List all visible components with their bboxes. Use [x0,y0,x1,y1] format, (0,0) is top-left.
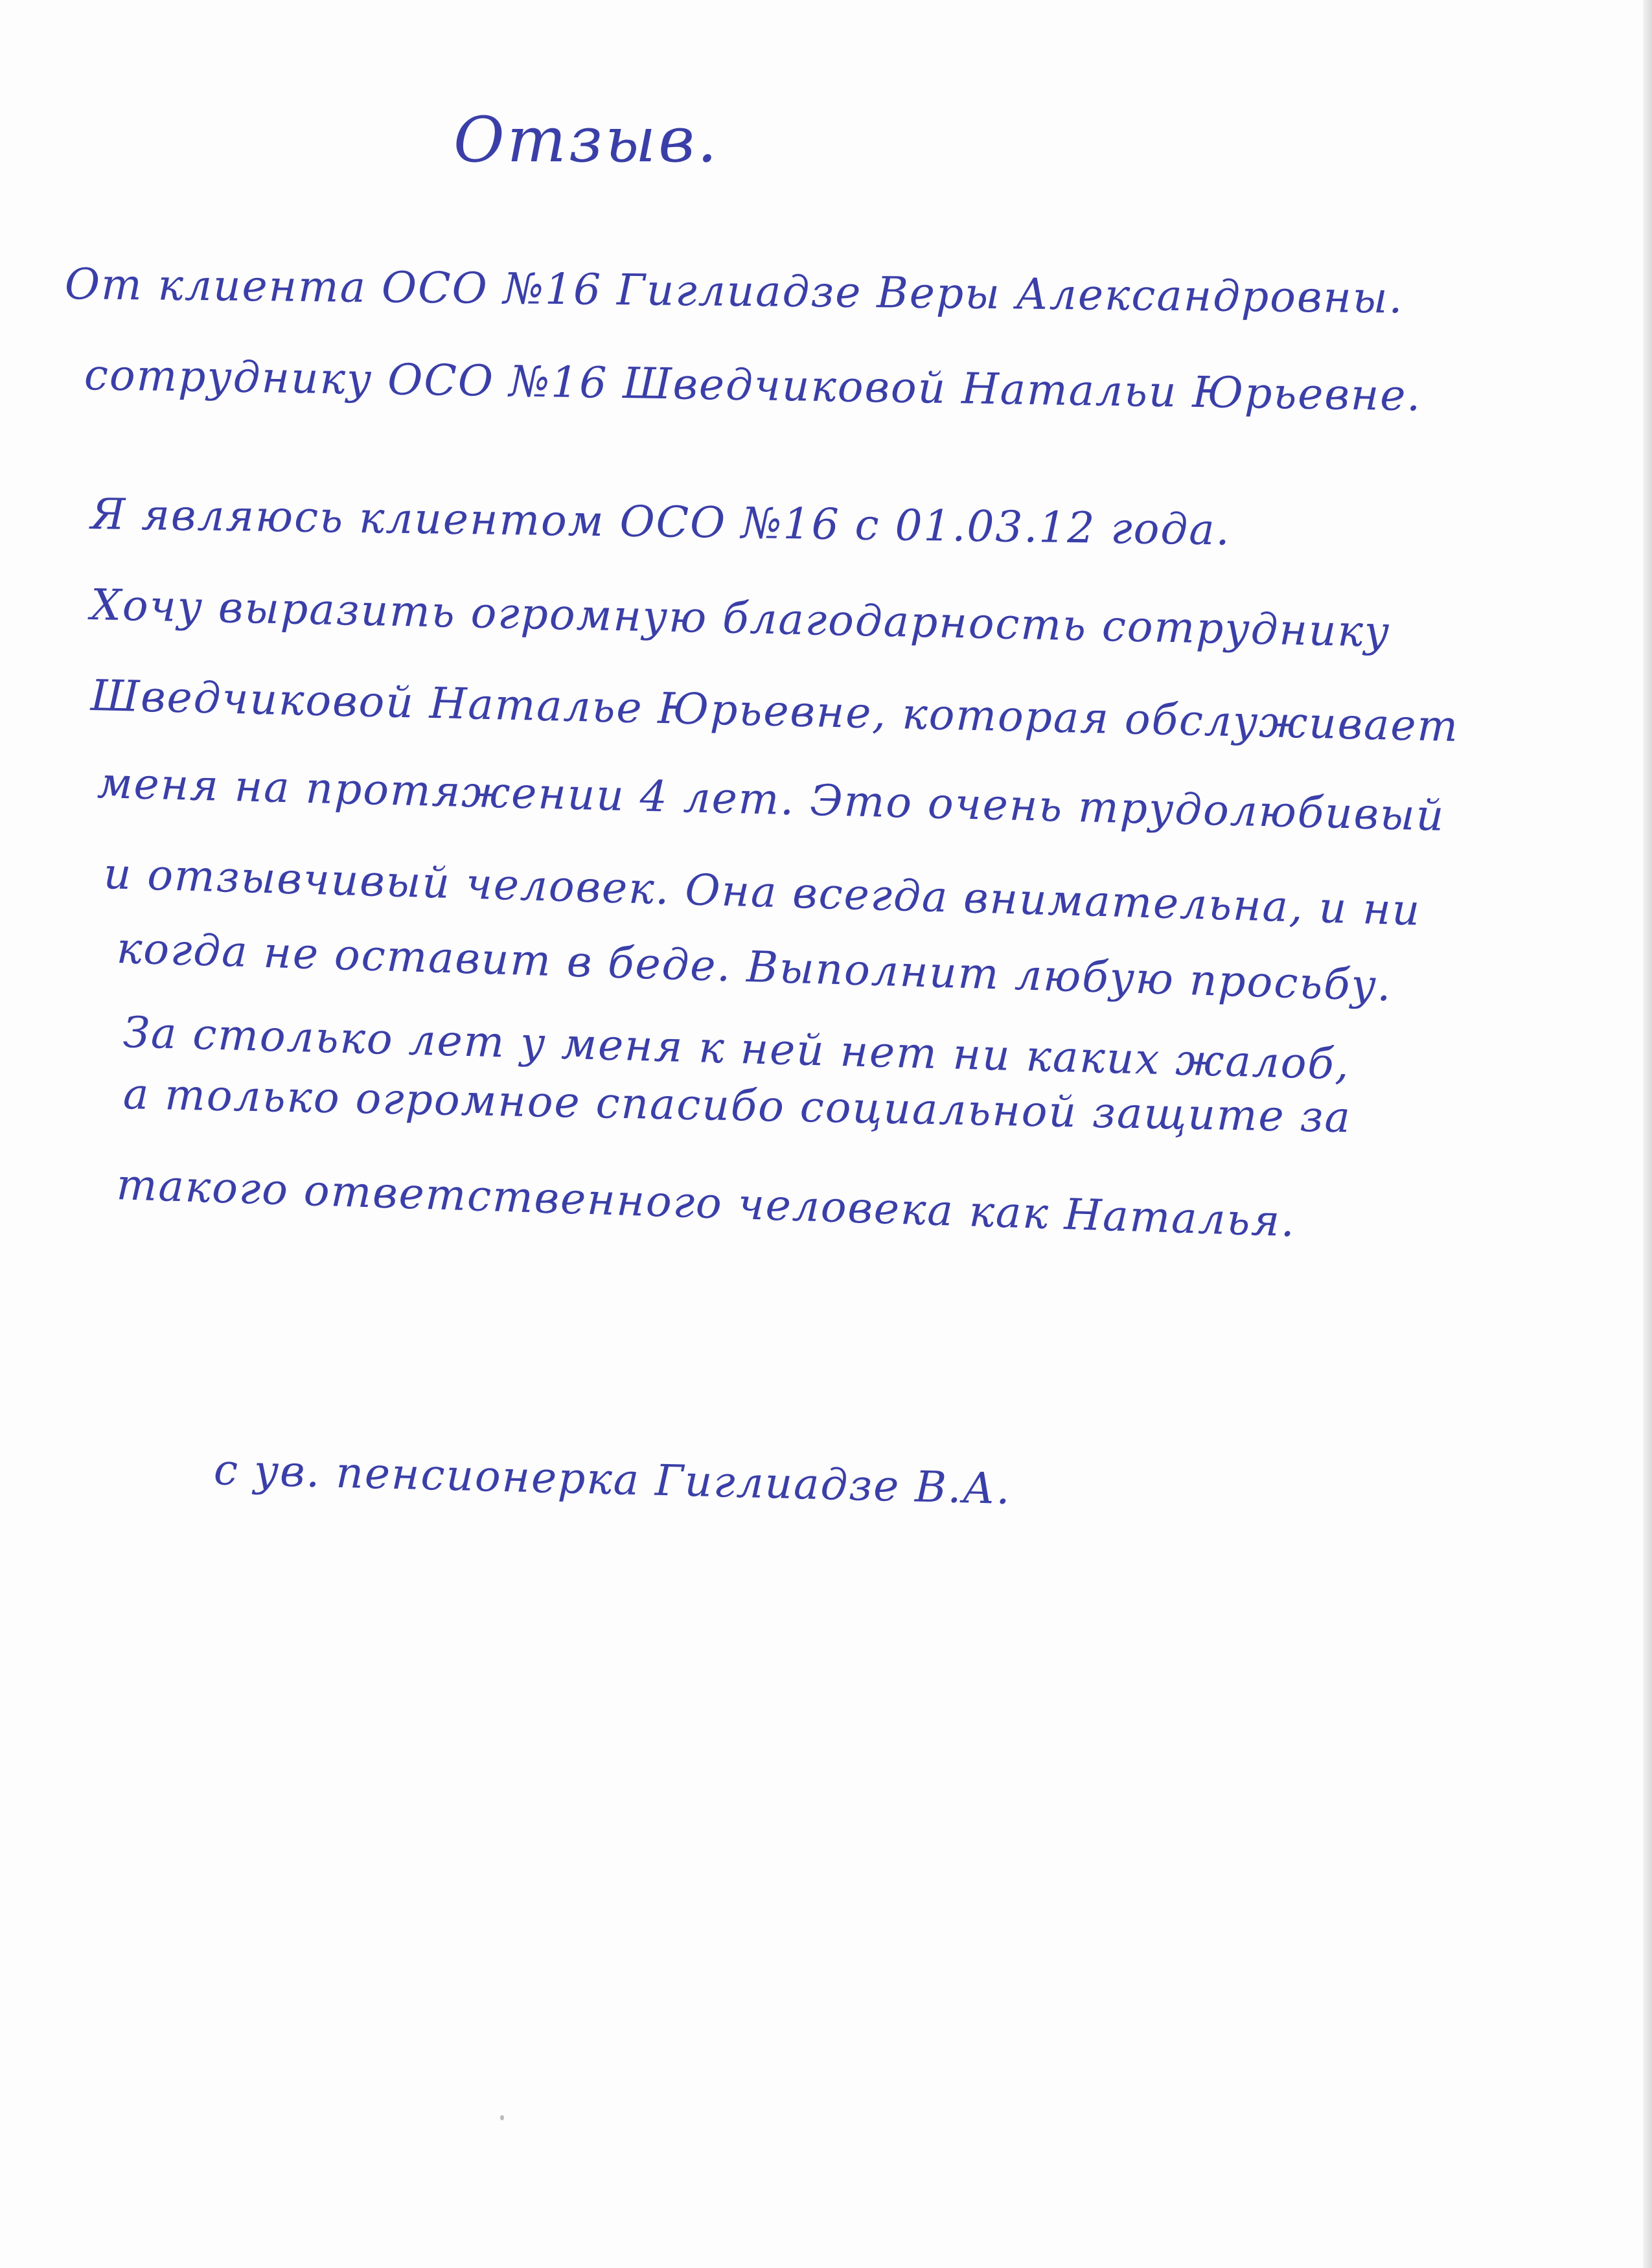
sender-line: От клиента ОСО №16 Гиглиадзе Веры Александровны. [64,259,1405,323]
body-line: и отзывчивый человек. Она всегда внимательна, и ни [102,849,1422,935]
body-line: меня на протяжении 4 лет. Это очень трудолюбивый [97,758,1446,841]
body-line: а только огромное спасибо социальной защите за [122,1069,1352,1143]
body-line: Хочу выразить огромную благодарность сотруднику [90,580,1391,658]
body-line: когда не оставит в беде. Выполнит любую просьбу. [115,923,1393,1011]
scan-edge-shadow [1643,0,1652,2268]
body-line: Шведчиковой Наталье Юрьевне, которая обслуживает [90,670,1460,751]
scan-speck [500,2115,504,2120]
letter-title: Отзыв. [453,104,720,176]
recipient-line: сотруднику ОСО №16 Шведчиковой Натальи Юрьевне. [84,350,1422,421]
body-line: такого ответственного человека как Наталья. [115,1160,1297,1247]
signature-line: с ув. пенсионерка Гиглиадзе В.А. [213,1445,1012,1515]
body-line: За столько лет у меня к ней нет ни каких жалоб, [122,1007,1351,1090]
body-line: Я являюсь клиентом ОСО №16 с 01.03.12 года. [90,489,1232,555]
